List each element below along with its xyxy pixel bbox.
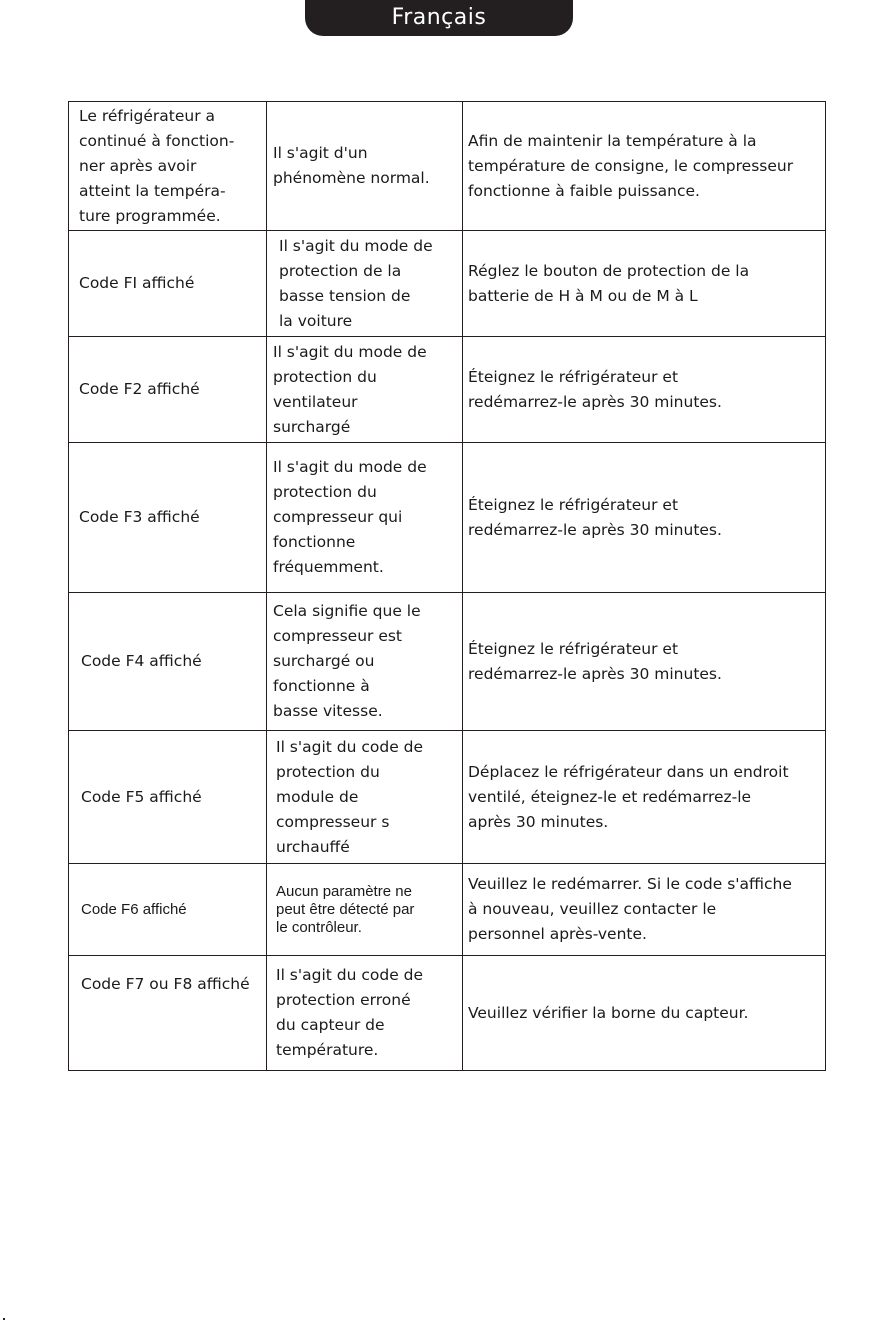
solution-cell bbox=[463, 956, 826, 1071]
problem-text: Code F5 affiché bbox=[81, 787, 202, 806]
problem-text: Le réfrigérateur a continué à fonction- ner après avoir atteint la tempéra- ture programmée. bbox=[79, 106, 235, 225]
problem-text: Code F2 affiché bbox=[79, 380, 200, 398]
solution-text: Veuillez vérifier la borne du capteur. bbox=[468, 1003, 749, 1022]
cause-cell bbox=[267, 102, 463, 231]
solution-text: Afin de maintenir la température à la température de consigne, le compresseur fonctionne à faible puissance. bbox=[468, 131, 794, 200]
solution-cell bbox=[463, 593, 826, 731]
solution-cell bbox=[463, 102, 826, 231]
cause-cell bbox=[267, 864, 463, 956]
solution-text: Éteignez le réfrigérateur et redémarrez-le après 30 minutes. bbox=[468, 639, 722, 683]
table-row bbox=[69, 337, 826, 443]
table-row bbox=[69, 864, 826, 956]
troubleshooting-table bbox=[68, 101, 826, 1071]
table-row bbox=[69, 102, 826, 231]
page-mark bbox=[3, 1318, 5, 1320]
solution-text: Éteignez le réfrigérateur et redémarrez-le après 30 minutes. bbox=[468, 495, 722, 539]
problem-text: Code F7 ou F8 affiché bbox=[81, 975, 250, 993]
solution-text: Veuillez le redémarrer. Si le code s'affiche à nouveau, veuillez contacter le personnel après-vente. bbox=[468, 875, 792, 943]
table-row bbox=[69, 231, 826, 337]
solution-text: Déplacez le réfrigérateur dans un endroit ventilé, éteignez-le et redémarrez-le après 30 minutes. bbox=[468, 762, 789, 831]
solution-text: Réglez le bouton de protection de la batterie de H à M ou de M à L bbox=[468, 261, 750, 305]
solution-cell bbox=[463, 231, 826, 337]
problem-cell bbox=[69, 593, 267, 731]
table-row bbox=[69, 731, 826, 864]
solution-cell bbox=[463, 731, 826, 864]
problem-text: Code F3 affiché bbox=[79, 508, 200, 526]
problem-text: Code F6 affiché bbox=[81, 900, 187, 918]
cause-cell bbox=[267, 337, 463, 443]
problem-cell bbox=[69, 102, 267, 231]
problem-text: Code FI affiché bbox=[79, 274, 195, 292]
cause-text: Il s'agit du mode de protection du ventilateur surchargé bbox=[273, 342, 427, 436]
cause-cell bbox=[267, 593, 463, 731]
cause-text: Il s'agit du code de protection erroné du capteur de température. bbox=[276, 966, 424, 1059]
cause-cell bbox=[267, 443, 463, 593]
cause-cell bbox=[267, 731, 463, 864]
cause-text: Aucun paramètre ne peut être détecté par le contrôleur. bbox=[276, 882, 415, 936]
problem-cell bbox=[69, 956, 267, 1071]
cause-text: Il s'agit du mode de protection du compresseur qui fonctionne fréquemment. bbox=[273, 458, 427, 576]
cause-text: Il s'agit d'un phénomène normal. bbox=[273, 144, 430, 187]
table-row bbox=[69, 443, 826, 593]
cause-cell bbox=[267, 231, 463, 337]
solution-cell bbox=[463, 337, 826, 443]
problem-cell bbox=[69, 337, 267, 443]
cause-text: Il s'agit du mode de protection de la basse tension de la voiture bbox=[279, 236, 433, 330]
language-tab bbox=[305, 0, 573, 36]
cause-cell bbox=[267, 956, 463, 1071]
problem-cell bbox=[69, 731, 267, 864]
solution-cell bbox=[463, 864, 826, 956]
solution-text: Éteignez le réfrigérateur et redémarrez-le après 30 minutes. bbox=[468, 367, 722, 411]
solution-cell bbox=[463, 443, 826, 593]
cause-text: Cela signifie que le compresseur est surchargé ou fonctionne à basse vitesse. bbox=[273, 602, 421, 720]
problem-text: Code F4 affiché bbox=[81, 652, 202, 670]
table-row bbox=[69, 593, 826, 731]
language-label: Français bbox=[391, 5, 487, 30]
problem-cell bbox=[69, 864, 267, 956]
cause-text: Il s'agit du code de protection du module de compresseur s urchauffé bbox=[276, 737, 424, 856]
problem-cell bbox=[69, 443, 267, 593]
problem-cell bbox=[69, 231, 267, 337]
table-row bbox=[69, 956, 826, 1071]
